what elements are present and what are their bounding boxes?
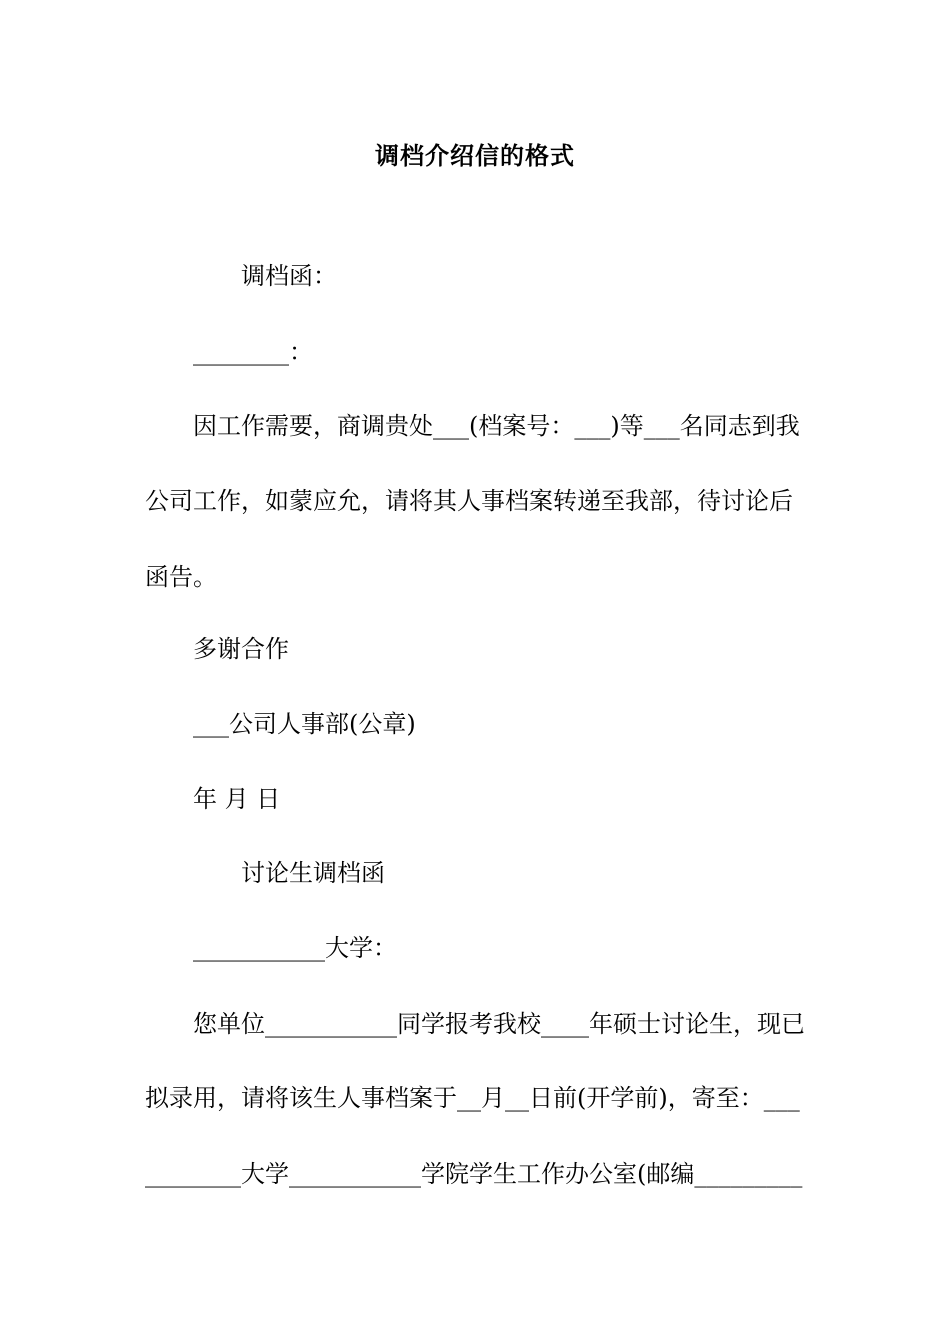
recipient-blank: ________： [193, 338, 313, 366]
letter-heading-student: 讨论生调档函 [241, 859, 385, 887]
closing-thanks: 多谢合作 [193, 635, 289, 663]
body-paragraph-line-3: 函告。 [145, 563, 217, 591]
body-paragraph-line-1: 因工作需要，商调贵处___(档案号：___)等___名同志到我 [193, 412, 800, 440]
student-paragraph-line-1: 您单位___________同学报考我校____年硕士讨论生，现已 [193, 1010, 805, 1038]
body-paragraph-line-2: 公司工作，如蒙应允，请将其人事档案转递至我部，待讨论后 [145, 487, 793, 515]
signature-department: ___公司人事部(公章) [193, 710, 416, 738]
document-title: 调档介绍信的格式 [375, 141, 575, 170]
letter-heading-transfer: 调档函： [241, 262, 337, 290]
date-line: 年 月 日 [193, 785, 281, 813]
student-paragraph-line-3: ________大学___________学院学生工作办公室(邮编_________ [145, 1160, 803, 1188]
student-paragraph-line-2: 拟录用，请将该生人事档案于__月__日前(开学前)，寄至：___ [145, 1084, 800, 1112]
university-recipient: ___________大学： [193, 934, 397, 962]
